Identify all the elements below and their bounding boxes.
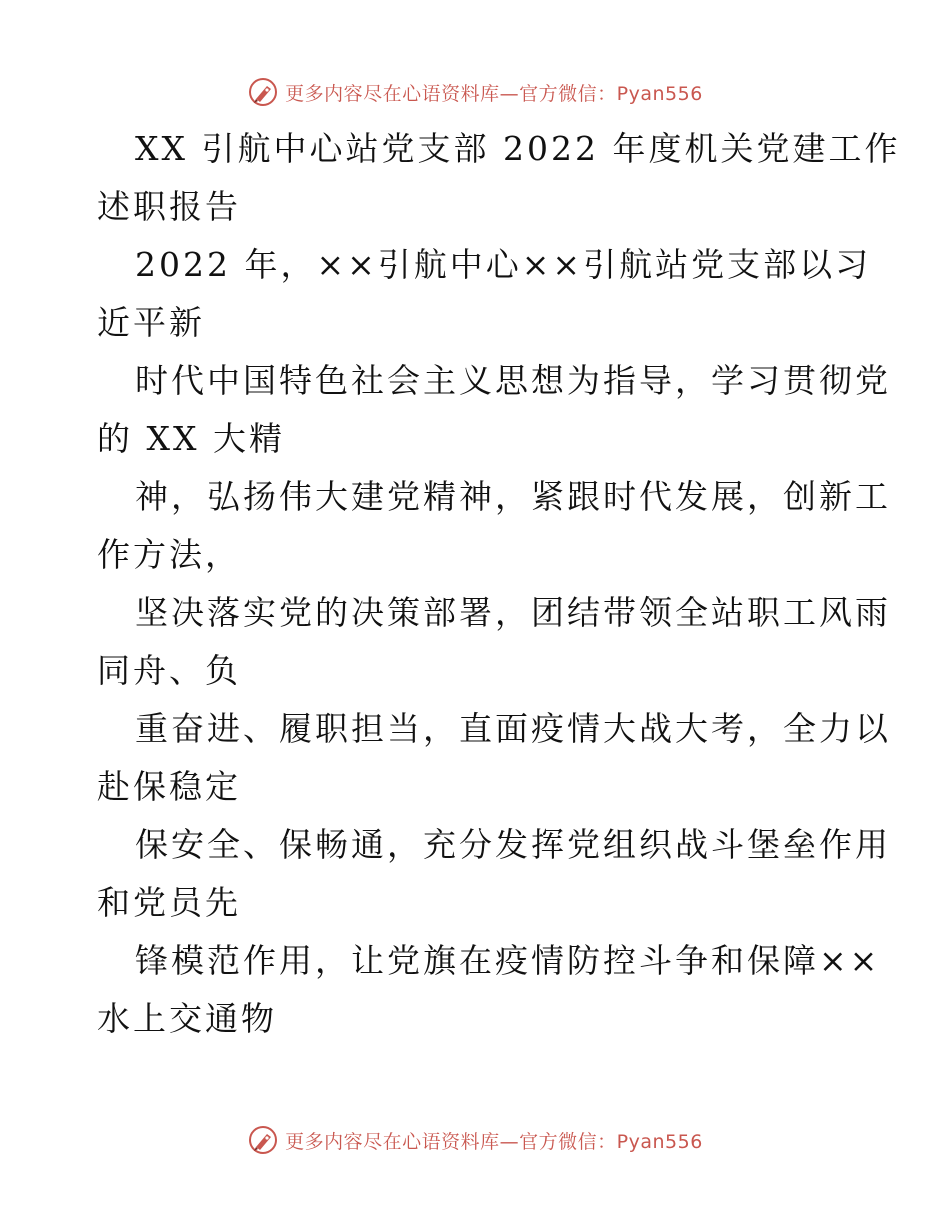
text-line: XX 引航中心站党支部 2022 年度机关党建工作 <box>135 129 901 168</box>
watermark-text: 更多内容尽在心语资料库—官方微信：Pyan556 <box>285 1130 703 1153</box>
pen-nib-logo-icon <box>247 76 279 108</box>
text-line: 神，弘扬伟大建党精神，紧跟时代发展，创新工 <box>135 477 891 516</box>
text-line: 和党员先 <box>97 883 241 922</box>
text-line: 2022 年，××引航中心××引航站党支部以习 <box>135 245 872 284</box>
text-line: 时代中国特色社会主义思想为指导，学习贯彻党 <box>135 361 891 400</box>
text-line: 近平新 <box>97 303 205 342</box>
text-line: 作方法， <box>97 535 241 574</box>
text-line: 保安全、保畅通，充分发挥党组织战斗堡垒作用 <box>135 825 891 864</box>
text-line: 锋模范作用，让党旗在疫情防控斗争和保障×× <box>135 941 881 980</box>
text-line: 述职报告 <box>97 187 241 226</box>
document-body <box>97 120 901 1048</box>
footer-watermark <box>0 1120 950 1160</box>
text-line: 赴保稳定 <box>97 767 241 806</box>
text-line: 水上交通物 <box>97 999 277 1038</box>
watermark-text: 更多内容尽在心语资料库—官方微信：Pyan556 <box>285 82 703 105</box>
text-line: 的 XX 大精 <box>97 419 285 458</box>
text-line: 坚决落实党的决策部署，团结带领全站职工风雨 <box>135 593 891 632</box>
text-line: 同舟、负 <box>97 651 241 690</box>
header-watermark <box>0 72 950 112</box>
pen-nib-logo-icon <box>247 1124 279 1156</box>
text-line: 重奋进、履职担当，直面疫情大战大考，全力以 <box>135 709 891 748</box>
